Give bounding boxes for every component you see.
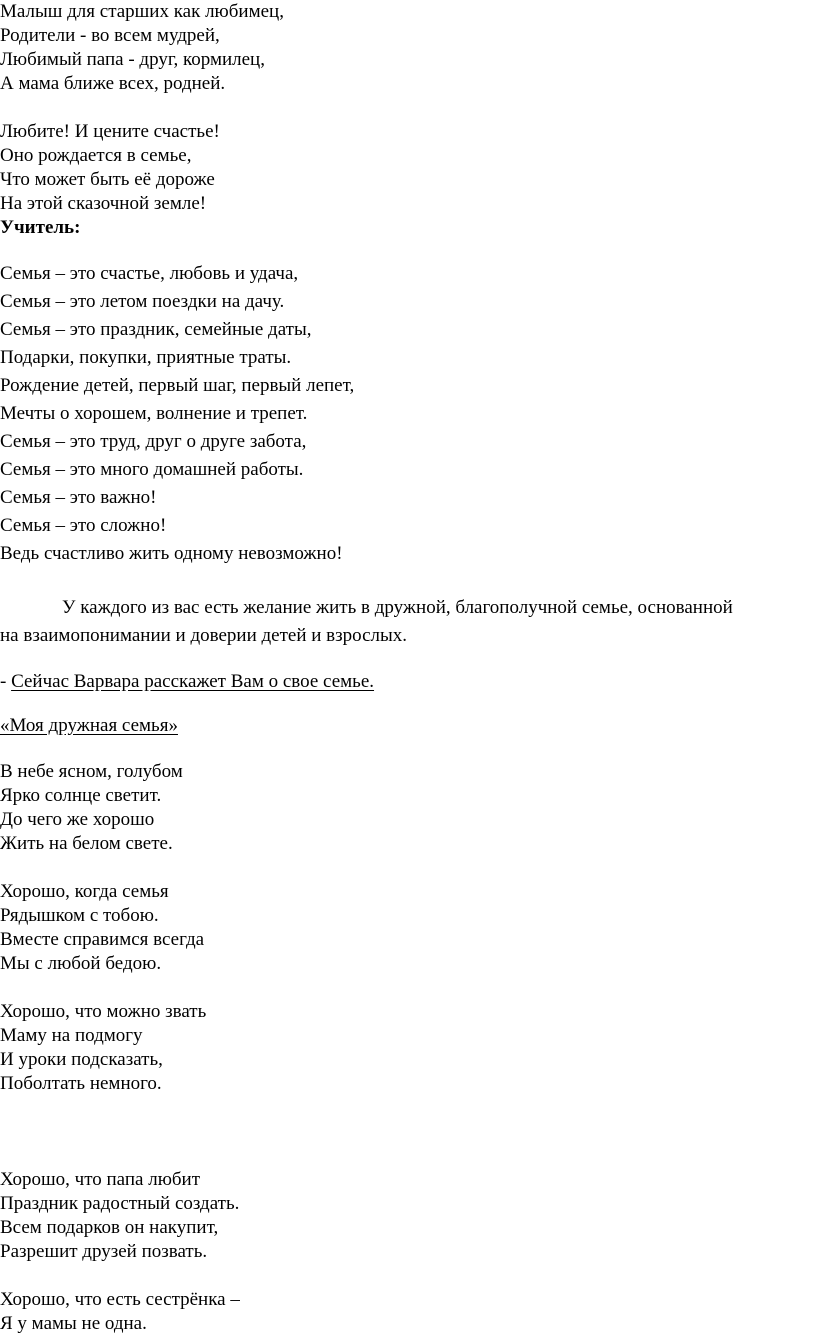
teacher-poem-line: Мечты о хорошем, волнение и трепет. (0, 403, 308, 424)
teacher-poem-line: Подарки, покупки, приятные траты. (0, 347, 292, 368)
poem-title: «Моя дружная семья» (0, 715, 178, 736)
family-poem-line: Ярко солнце светит. (0, 785, 162, 806)
family-poem-line: До чего же хорошо (0, 809, 155, 830)
poem-line: Любите! И цените счастье! (0, 121, 220, 142)
announcement-text: Сейчас Варвара расскажет Вам о свое семье. (11, 671, 375, 692)
family-poem-line: Жить на белом свете. (0, 833, 173, 854)
family-poem-line: Хорошо, что можно звать (0, 1001, 207, 1022)
paragraph-line: У каждого из вас есть желание жить в дружной, благополучной семье, основанной (62, 597, 733, 618)
family-poem-line: Хорошо, когда семья (0, 881, 169, 902)
family-poem-line: Я у мамы не одна. (0, 1313, 147, 1334)
paragraph-line: на взаимопонимании и доверии детей и взрослых. (0, 625, 408, 646)
teacher-poem-line: Семья – это счастье, любовь и удача, (0, 263, 299, 284)
poem-line: Малыш для старших как любимец, (0, 1, 284, 22)
teacher-poem-line: Семья – это труд, друг о друге забота, (0, 431, 307, 452)
family-poem-line: Вместе справимся всегда (0, 929, 205, 950)
family-poem-line: Праздник радостный создать. (0, 1193, 240, 1214)
teacher-poem-line: Ведь счастливо жить одному невозможно! (0, 543, 343, 564)
family-poem-line: Рядышком с тобою. (0, 905, 159, 926)
teacher-poem-line: Рождение детей, первый шаг, первый лепет, (0, 375, 355, 396)
family-poem-line: Поболтать немного. (0, 1073, 162, 1094)
poem-line: Оно рождается в семье, (0, 145, 192, 166)
teacher-poem-line: Семья – это много домашней работы. (0, 459, 304, 480)
teacher-poem-line: Семья – это сложно! (0, 515, 167, 536)
family-poem-line: Хорошо, что папа любит (0, 1169, 201, 1190)
family-poem-line: Всем подарков он накупит, (0, 1217, 219, 1238)
teacher-poem-line: Семья – это важно! (0, 487, 157, 508)
announcement (0, 670, 374, 694)
teacher-poem-line: Семья – это праздник, семейные даты, (0, 319, 312, 340)
family-poem-line: Хорошо, что есть сестрёнка – (0, 1289, 240, 1310)
poem-line: Что может быть её дороже (0, 169, 215, 190)
announcement-dash: - (0, 671, 12, 692)
poem-line: Любимый папа - друг, кормилец, (0, 49, 265, 70)
family-poem-line: И уроки подсказать, (0, 1049, 163, 1070)
family-poem-line: Разрешит друзей позвать. (0, 1241, 208, 1262)
poem-line: На этой сказочной земле! (0, 193, 207, 214)
speaker-label: Учитель: (0, 217, 81, 238)
family-poem-line: В небе ясном, голубом (0, 761, 183, 782)
poem-line: Родители - во всем мудрей, (0, 25, 220, 46)
family-poem-line: Маму на подмогу (0, 1025, 143, 1046)
teacher-poem-line: Семья – это летом поездки на дачу. (0, 291, 285, 312)
poem-line: А мама ближе всех, родней. (0, 73, 226, 94)
family-poem-line: Мы с любой бедою. (0, 953, 162, 974)
